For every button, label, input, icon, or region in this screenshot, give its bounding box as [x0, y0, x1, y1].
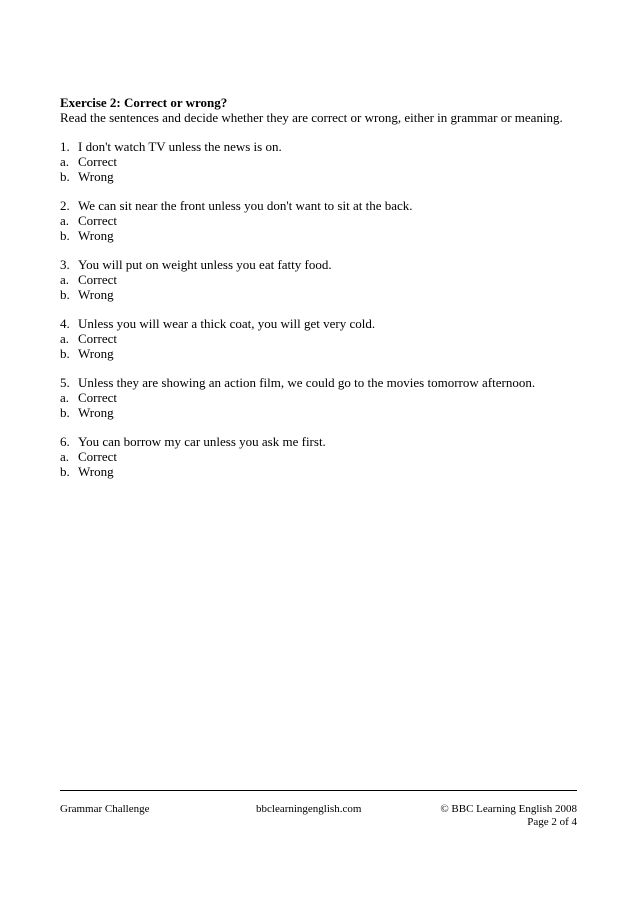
question-text: I don't watch TV unless the news is on. [78, 139, 282, 154]
question-text: You will put on weight unless you eat fatty food. [78, 257, 332, 272]
option-correct: Correct [78, 331, 117, 346]
option-marker: a. [60, 331, 70, 346]
option-marker: b. [60, 405, 70, 420]
option-correct: Correct [78, 390, 117, 405]
question-number: 6. [60, 434, 70, 449]
option-marker: a. [60, 390, 70, 405]
question-text: Unless they are showing an action film, we could go to the movies tomorrow afternoon. [78, 375, 536, 390]
option-marker: b. [60, 287, 70, 302]
question-2 [60, 198, 590, 243]
question-5 [60, 375, 590, 420]
question-text: You can borrow my car unless you ask me first. [78, 434, 326, 449]
option-marker: b. [60, 464, 70, 479]
option-correct: Correct [78, 272, 117, 287]
question-number: 4. [60, 316, 70, 331]
option-wrong: Wrong [78, 346, 114, 361]
option-correct: Correct [78, 154, 117, 169]
option-marker: b. [60, 346, 70, 361]
question-number: 2. [60, 198, 70, 213]
option-wrong: Wrong [78, 228, 114, 243]
question-number: 3. [60, 257, 70, 272]
option-marker: b. [60, 169, 70, 184]
question-text: Unless you will wear a thick coat, you will get very cold. [78, 316, 376, 331]
option-marker: a. [60, 154, 70, 169]
option-wrong: Wrong [78, 405, 114, 420]
option-marker: a. [60, 272, 70, 287]
option-correct: Correct [78, 213, 117, 228]
exercise-title: Exercise 2: Correct or wrong? [60, 95, 228, 110]
option-marker: b. [60, 228, 70, 243]
question-4 [60, 316, 590, 361]
worksheet-content [60, 95, 590, 479]
question-number: 5. [60, 375, 70, 390]
footer-website: bbclearningenglish.com [256, 803, 362, 815]
option-wrong: Wrong [78, 169, 114, 184]
option-wrong: Wrong [78, 464, 114, 479]
question-text: We can sit near the front unless you don't want to sit at the back. [78, 198, 413, 213]
footer-page-number: Page 2 of 4 [527, 816, 577, 828]
exercise-instructions: Read the sentences and decide whether they are correct or wrong, either in grammar or meaning. [60, 110, 563, 125]
option-marker: a. [60, 213, 70, 228]
option-wrong: Wrong [78, 287, 114, 302]
footer-course-name: Grammar Challenge [60, 803, 150, 815]
option-correct: Correct [78, 449, 117, 464]
question-6 [60, 434, 590, 479]
footer-copyright: © BBC Learning English 2008 [440, 803, 577, 815]
question-number: 1. [60, 139, 70, 154]
question-3 [60, 257, 590, 302]
question-1 [60, 139, 590, 184]
footer-divider [60, 790, 577, 791]
option-marker: a. [60, 449, 70, 464]
